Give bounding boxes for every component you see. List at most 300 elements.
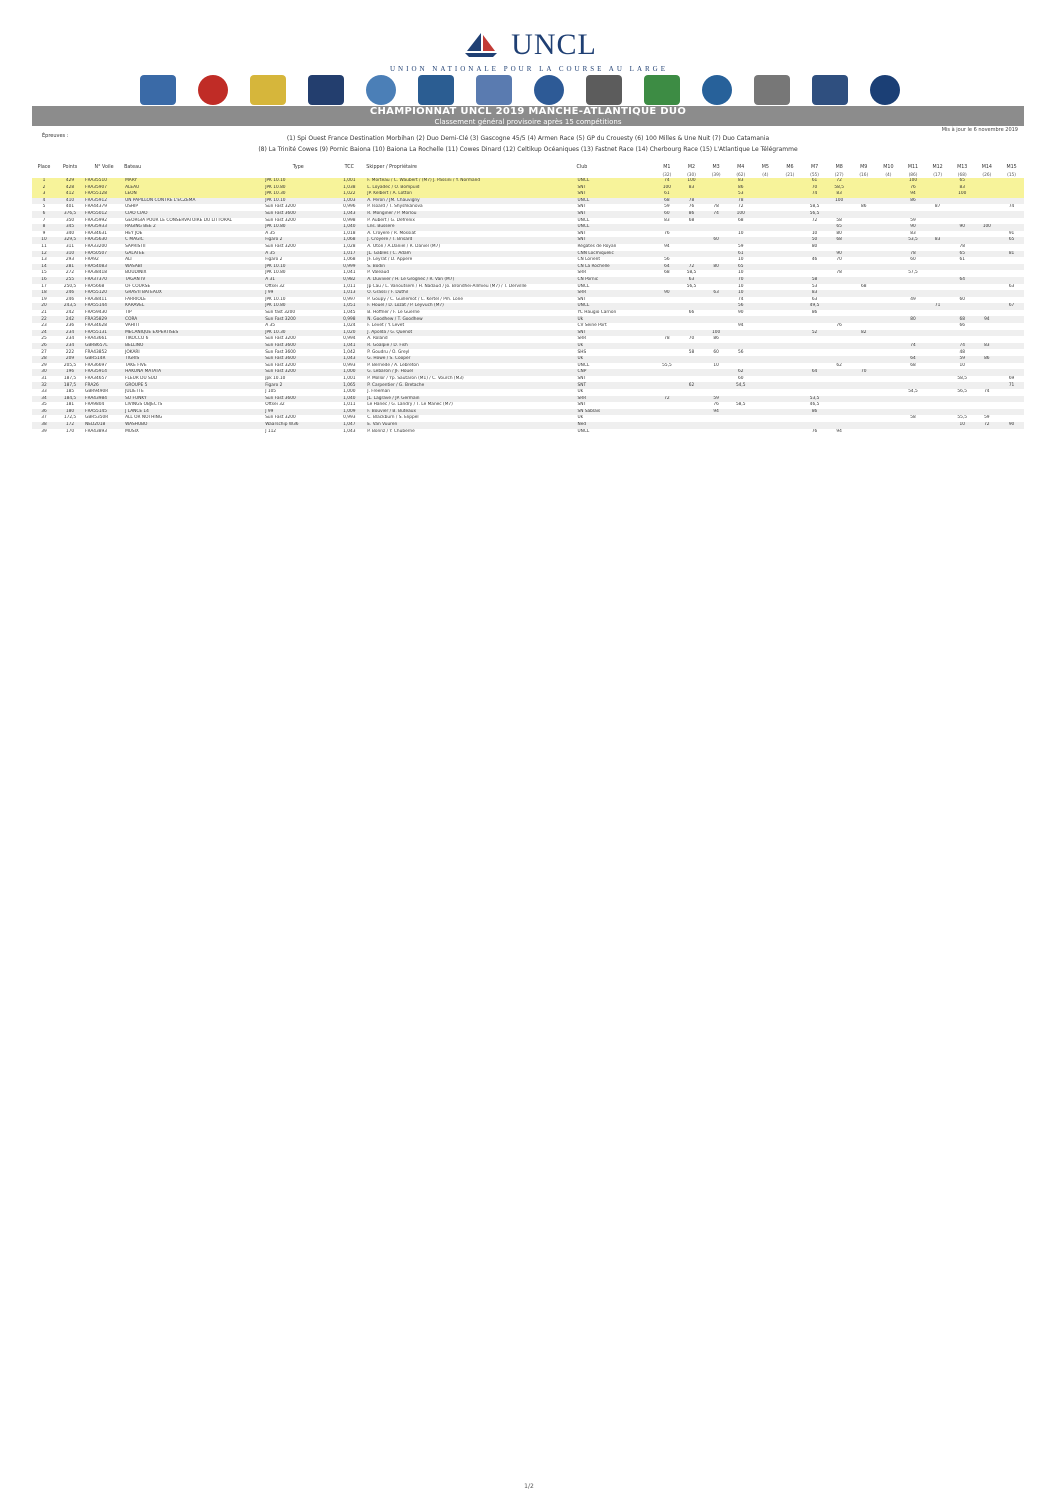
table-cell bbox=[851, 251, 876, 258]
table-cell bbox=[753, 231, 778, 238]
table-cell bbox=[901, 336, 926, 343]
table-cell bbox=[753, 257, 778, 264]
table-cell: 209 bbox=[56, 356, 84, 363]
table-cell: 58 bbox=[802, 277, 827, 284]
table-cell bbox=[778, 277, 803, 284]
table-cell: JOKARI bbox=[125, 349, 140, 355]
table-cell bbox=[679, 224, 704, 231]
table-cell: A 35 bbox=[265, 323, 275, 329]
column-header: M11 bbox=[907, 165, 919, 170]
table-cell bbox=[655, 382, 680, 389]
table-row bbox=[32, 382, 1024, 389]
table-cell bbox=[655, 277, 680, 284]
table-cell bbox=[802, 363, 827, 370]
table-cell bbox=[753, 336, 778, 343]
table-cell: JPK 10.80 bbox=[265, 270, 286, 276]
table-cell bbox=[950, 402, 975, 409]
table-cell bbox=[753, 218, 778, 225]
table-cell: S. Bodin bbox=[366, 264, 576, 271]
table-cell: Waarschip W36 bbox=[264, 422, 332, 429]
table-cell bbox=[827, 415, 852, 422]
table-cell bbox=[778, 415, 803, 422]
events-legend bbox=[32, 133, 1024, 155]
table-cell: F. Houel / D. Lozat / P. Leyvuch (M7) bbox=[366, 303, 576, 310]
results-table-wrap bbox=[32, 163, 1024, 435]
table-cell: GRAS'II BATEAUX bbox=[124, 290, 264, 297]
table-cell: MECANIQUE EXPERTISES bbox=[124, 330, 264, 337]
event-count: (55) bbox=[810, 172, 819, 178]
table-cell bbox=[655, 323, 680, 330]
table-cell bbox=[679, 303, 704, 310]
table-cell: J. Apolda / G. Quenot bbox=[366, 330, 576, 337]
table-cell bbox=[901, 277, 926, 284]
events-line: (1) Spi Ouest France Destination Morbihan (2) Duo Demi-Clé (3) Gascogne 45/5 (4) Armen Race (5) GP du Crouesty (6) 100 Milles & Une Nuit (7) Duo Catamania bbox=[286, 135, 770, 142]
table-cell bbox=[975, 270, 1000, 277]
table-cell bbox=[999, 211, 1024, 218]
table-cell bbox=[925, 218, 950, 225]
table-cell: FRA5668 bbox=[85, 283, 105, 289]
table-row bbox=[32, 297, 1024, 304]
table-cell bbox=[704, 191, 729, 198]
table-cell bbox=[655, 303, 680, 310]
table-cell: FRA43852 bbox=[85, 349, 107, 355]
table-cell: FRA55131 bbox=[84, 330, 124, 337]
table-cell bbox=[753, 270, 778, 277]
table-cell: 0,994 bbox=[343, 336, 356, 342]
table-cell: JPK 10.10 bbox=[264, 198, 332, 205]
table-cell: B. Hoffner / F. Le Guerne bbox=[367, 309, 420, 315]
table-row bbox=[32, 316, 1024, 323]
table-cell bbox=[827, 297, 852, 304]
table-cell: 32 bbox=[32, 382, 56, 389]
table-row bbox=[32, 330, 1024, 337]
table-cell: 1,003 bbox=[332, 198, 366, 205]
table-cell: Figaro 2 bbox=[264, 382, 332, 389]
table-cell bbox=[655, 224, 680, 231]
table-cell: 18 bbox=[32, 290, 56, 297]
table-cell: 185 bbox=[65, 389, 75, 395]
table-cell bbox=[925, 415, 950, 422]
table-row bbox=[32, 429, 1024, 436]
table-cell: JULIETTE bbox=[125, 389, 144, 395]
table-cell bbox=[925, 343, 950, 350]
morbihan-logo bbox=[702, 75, 732, 105]
table-cell bbox=[999, 310, 1024, 317]
table-cell: Sun Fast 3200 bbox=[265, 244, 296, 250]
table-cell: 82 bbox=[851, 330, 876, 337]
table-cell bbox=[802, 376, 827, 383]
table-cell: 0,997 bbox=[343, 296, 356, 302]
table-cell bbox=[975, 277, 1000, 284]
table-cell: FRA55128 bbox=[84, 191, 124, 198]
table-cell bbox=[679, 422, 704, 429]
table-cell bbox=[753, 402, 778, 409]
column-header: M5 bbox=[761, 165, 769, 170]
table-cell: 1,017 bbox=[332, 251, 366, 258]
table-header-row bbox=[32, 163, 1024, 172]
table-row bbox=[32, 218, 1024, 225]
table-cell bbox=[851, 363, 876, 370]
table-cell bbox=[679, 402, 704, 409]
table-row bbox=[32, 237, 1024, 244]
table-cell bbox=[950, 429, 975, 436]
table-cell bbox=[925, 323, 950, 330]
table-cell bbox=[925, 224, 950, 231]
table-cell: JPK 10.80 bbox=[264, 224, 332, 231]
table-cell: 0,998 bbox=[332, 316, 366, 323]
column-header: M7 bbox=[810, 165, 819, 170]
table-cell: 242 bbox=[56, 316, 84, 323]
table-cell bbox=[753, 251, 778, 258]
table-cell: F. Bouvier / B. Buteaux bbox=[366, 409, 576, 416]
table-cell bbox=[975, 198, 1000, 205]
table-cell: CN Lorient bbox=[577, 257, 601, 263]
table-cell: J LANCE 14 bbox=[124, 409, 264, 416]
table-cell: J 105 bbox=[265, 389, 277, 395]
table-cell bbox=[753, 323, 778, 330]
table-cell: 58,5 bbox=[827, 185, 852, 192]
table-cell: 61 bbox=[728, 251, 753, 258]
table-cell: P. Aubert / G. Defrenix bbox=[367, 217, 415, 223]
table-cell: 55,5 bbox=[957, 415, 967, 421]
table-cell: 187,5 bbox=[63, 375, 77, 381]
table-cell bbox=[851, 270, 876, 277]
table-cell: 172 bbox=[56, 422, 84, 429]
table-cell bbox=[778, 409, 803, 416]
table-cell: 60 bbox=[713, 349, 719, 355]
table-row bbox=[32, 211, 1024, 218]
table-cell: 429 bbox=[56, 178, 84, 185]
table-cell bbox=[679, 237, 704, 244]
table-cell bbox=[851, 198, 876, 205]
table-cell: 56,5 bbox=[802, 211, 827, 218]
table-cell: 38 bbox=[32, 422, 56, 429]
table-cell: FRA55144 bbox=[84, 303, 124, 310]
table-cell: JL. Gables / C. Adam bbox=[366, 251, 576, 258]
table-cell bbox=[901, 369, 926, 376]
table-cell: 310 bbox=[56, 251, 84, 258]
table-cell: GEORGIA POUR LE CONSERVATOIRE DU LITTORAL bbox=[125, 217, 232, 223]
table-cell: 83 bbox=[975, 343, 1000, 350]
table-cell: JPK 10.10 bbox=[264, 264, 332, 271]
table-cell: SNT bbox=[577, 402, 587, 408]
table-cell: 234 bbox=[56, 330, 84, 337]
table-cell: 90 bbox=[737, 309, 744, 315]
table-cell bbox=[778, 237, 803, 244]
table-cell bbox=[876, 369, 901, 376]
table-cell: 80 bbox=[811, 244, 818, 250]
table-cell: 1,024 bbox=[343, 323, 356, 329]
table-cell bbox=[999, 264, 1024, 271]
table-cell: TIGRIS bbox=[124, 356, 264, 363]
table-cell bbox=[704, 178, 729, 185]
table-cell bbox=[655, 376, 680, 383]
table-cell: CN Pornic bbox=[577, 277, 655, 284]
table-cell bbox=[999, 290, 1024, 297]
table-cell: Jp Cau / L. Vanoutsem / H. Nadaud / Jo. Brondhei-Allmieu (M7) / T. Dervillle bbox=[367, 283, 527, 289]
table-cell bbox=[876, 251, 901, 258]
table-cell: 37 bbox=[41, 415, 47, 421]
table-row bbox=[32, 343, 1024, 350]
table-row bbox=[32, 204, 1024, 211]
table-cell bbox=[679, 323, 704, 330]
table-cell: 53,5 bbox=[901, 237, 926, 244]
table-cell: CIAO CIAO bbox=[124, 211, 264, 218]
table-cell bbox=[753, 204, 778, 211]
table-cell bbox=[802, 415, 827, 422]
table-cell: 62 bbox=[836, 362, 842, 368]
table-cell bbox=[753, 363, 778, 370]
table-cell: 86 bbox=[713, 336, 719, 342]
table-cell: VAHITI bbox=[125, 323, 140, 329]
table-cell: 57,5 bbox=[908, 270, 918, 276]
column-header: M10 bbox=[883, 165, 894, 170]
table-cell bbox=[950, 330, 975, 337]
table-cell: 246 bbox=[65, 296, 75, 302]
table-cell bbox=[778, 396, 803, 403]
table-row bbox=[32, 270, 1024, 277]
table-cell: 1,001 bbox=[343, 375, 356, 381]
table-row bbox=[32, 389, 1024, 396]
table-cell: 23 bbox=[41, 323, 47, 329]
table-cell bbox=[802, 356, 827, 363]
table-cell: ALI bbox=[125, 257, 132, 263]
table-cell bbox=[802, 270, 827, 277]
table-cell bbox=[876, 409, 901, 416]
table-cell: 74 bbox=[901, 343, 926, 350]
table-cell bbox=[753, 178, 778, 185]
table-cell bbox=[999, 343, 1024, 350]
table-cell bbox=[778, 251, 803, 258]
table-cell: 100 bbox=[728, 211, 753, 218]
table-cell bbox=[851, 303, 876, 310]
table-cell bbox=[655, 429, 680, 436]
table-cell: 59 bbox=[664, 204, 670, 210]
table-cell: 10 bbox=[737, 283, 744, 289]
table-cell: 70 bbox=[836, 257, 842, 263]
table-cell: 1,043 bbox=[343, 428, 356, 434]
table-cell bbox=[704, 257, 729, 264]
table-cell: 78 bbox=[901, 251, 926, 258]
table-cell bbox=[876, 224, 901, 231]
events-label: Épreuves : bbox=[42, 133, 69, 139]
table-cell: 49 bbox=[910, 296, 916, 302]
table-cell bbox=[876, 231, 901, 238]
table-cell: FRA36697 bbox=[85, 362, 107, 368]
table-cell: P. Goupy / C. Guillemot / C. Kertel / Pm. Lone bbox=[367, 296, 464, 302]
table-cell bbox=[876, 330, 901, 337]
table-row bbox=[32, 409, 1024, 416]
table-cell bbox=[950, 369, 975, 376]
table-cell: MUSIX bbox=[125, 428, 139, 434]
table-cell bbox=[827, 284, 852, 291]
table-cell: CORA bbox=[124, 316, 264, 323]
table-cell: JL. Lagrave / JP. Germain bbox=[366, 396, 576, 403]
table-row bbox=[32, 277, 1024, 284]
table-cell bbox=[975, 297, 1000, 304]
table-cell: UNCL bbox=[577, 217, 590, 223]
table-cell: A. Peron / JM. Chauvigny bbox=[366, 198, 576, 205]
table-cell bbox=[851, 429, 876, 436]
table-cell bbox=[778, 257, 803, 264]
table-cell: 63 bbox=[811, 296, 818, 302]
table-cell: Sun Fast 3200 bbox=[265, 362, 296, 368]
table-cell bbox=[950, 218, 975, 225]
table-cell: 1,000 bbox=[332, 369, 366, 376]
table-cell bbox=[901, 303, 926, 310]
table-cell bbox=[778, 303, 803, 310]
table-cell: Sun fast 3200 bbox=[265, 309, 296, 315]
table-cell: 83 bbox=[910, 230, 916, 236]
table-cell: TAGAN IV bbox=[124, 277, 264, 284]
table-cell: FRA43893 bbox=[85, 428, 107, 434]
table-cell: 83 bbox=[827, 191, 852, 198]
championship-title: CHAMPIONNAT UNCL 2019 MANCHE-ATLANTIQUE DUO bbox=[369, 106, 687, 117]
table-cell: 17 bbox=[41, 283, 47, 289]
table-cell: 74 bbox=[802, 191, 827, 198]
table-cell: SNT bbox=[577, 185, 655, 192]
table-cell: Sun Fast 3200 bbox=[264, 369, 332, 376]
table-cell: BELLINO bbox=[124, 343, 264, 350]
table-cell bbox=[827, 316, 852, 323]
event-count: (26) bbox=[982, 172, 992, 178]
table-cell bbox=[679, 297, 704, 304]
table-cell bbox=[827, 244, 852, 251]
table-cell: 65 bbox=[950, 178, 975, 185]
table-row bbox=[32, 415, 1024, 422]
table-cell bbox=[753, 316, 778, 323]
table-cell: 172,5 bbox=[63, 415, 77, 421]
table-cell bbox=[851, 310, 876, 317]
table-cell bbox=[950, 264, 975, 271]
duo-logo bbox=[198, 75, 228, 105]
table-cell: 68 bbox=[861, 283, 867, 289]
table-cell bbox=[975, 244, 1000, 251]
table-cell bbox=[802, 323, 827, 330]
table-cell bbox=[876, 343, 901, 350]
table-cell: 14 bbox=[32, 264, 56, 271]
table-cell: J. Croyere / T. Brisard bbox=[366, 237, 576, 244]
table-cell: SRR bbox=[577, 336, 587, 342]
table-cell: 68 bbox=[655, 198, 680, 205]
table-cell: UN PAPILLON CONTRE L'ECZEMA bbox=[124, 198, 264, 205]
table-cell: 53 bbox=[728, 191, 753, 198]
table-cell bbox=[679, 330, 704, 337]
table-cell: P. Mollor / Yp. Sautaron (M1) / C. Vourch (M3) bbox=[367, 375, 464, 381]
table-cell bbox=[999, 218, 1024, 225]
table-cell bbox=[925, 290, 950, 297]
table-cell bbox=[901, 290, 926, 297]
table-cell bbox=[679, 429, 704, 436]
table-cell: FRA44379 bbox=[85, 204, 107, 210]
table-cell bbox=[999, 389, 1024, 396]
table-row bbox=[32, 422, 1024, 429]
table-cell bbox=[753, 277, 778, 284]
table-cell bbox=[876, 316, 901, 323]
table-cell: 76 bbox=[811, 428, 818, 434]
table-cell bbox=[925, 284, 950, 291]
table-cell: 72 bbox=[737, 204, 744, 210]
table-cell bbox=[679, 369, 704, 376]
table-cell bbox=[704, 323, 729, 330]
table-cell: 181 bbox=[65, 402, 75, 408]
table-cell: 27 bbox=[41, 349, 47, 355]
table-cell: Uk bbox=[577, 356, 655, 363]
table-cell bbox=[851, 224, 876, 231]
table-cell: 61 bbox=[959, 257, 965, 263]
table-cell bbox=[827, 409, 852, 416]
table-cell bbox=[679, 396, 704, 403]
table-cell bbox=[778, 218, 803, 225]
table-cell bbox=[753, 429, 778, 436]
table-cell: 56 bbox=[737, 349, 744, 355]
table-cell bbox=[876, 402, 901, 409]
table-cell bbox=[950, 303, 975, 310]
table-cell: 39 bbox=[41, 428, 47, 434]
table-cell bbox=[655, 237, 680, 244]
table-cell bbox=[925, 257, 950, 264]
table-cell bbox=[975, 211, 1000, 218]
table-cell: SO FUNKY bbox=[124, 396, 264, 403]
table-cell bbox=[999, 363, 1024, 370]
table-cell: 68 bbox=[827, 237, 852, 244]
table-cell bbox=[876, 396, 901, 403]
table-cell bbox=[975, 369, 1000, 376]
column-header: Type bbox=[292, 165, 304, 170]
table-cell: 78 bbox=[728, 198, 753, 205]
table-cell: FRA9804 bbox=[85, 402, 105, 408]
table-cell: 72 bbox=[975, 422, 1000, 429]
table-cell bbox=[901, 211, 926, 218]
table-cell bbox=[851, 237, 876, 244]
table-cell: Sun Fast 3600 bbox=[265, 349, 296, 355]
table-cell: 1,020 bbox=[332, 330, 366, 337]
table-row bbox=[32, 224, 1024, 231]
column-header: M15 bbox=[1006, 165, 1017, 170]
table-cell bbox=[802, 389, 827, 396]
event-count: (21) bbox=[785, 172, 795, 178]
table-cell: 67 bbox=[999, 303, 1024, 310]
table-cell bbox=[876, 310, 901, 317]
table-cell: 1,041 bbox=[332, 343, 366, 350]
table-cell bbox=[851, 349, 876, 356]
table-cell bbox=[778, 363, 803, 370]
table-cell: 1,022 bbox=[332, 191, 366, 198]
column-header: M13 bbox=[957, 165, 968, 170]
table-cell bbox=[851, 402, 876, 409]
brand-name: UNCL bbox=[511, 28, 597, 61]
table-cell bbox=[999, 402, 1024, 409]
table-cell bbox=[778, 323, 803, 330]
table-cell bbox=[655, 356, 680, 363]
table-cell: 74 bbox=[1008, 204, 1015, 210]
table-cell: JPK 10.80 bbox=[264, 185, 332, 192]
table-cell: 63 bbox=[679, 277, 704, 284]
table-cell: FRA43661 bbox=[85, 336, 107, 342]
table-cell bbox=[655, 402, 680, 409]
table-cell: 100 bbox=[975, 224, 1000, 231]
table-cell: 4 bbox=[32, 198, 56, 205]
table-cell bbox=[827, 382, 852, 389]
table-cell: CN La Rochelle bbox=[577, 264, 655, 271]
table-cell: 58 bbox=[910, 415, 916, 421]
table-cell: MARY bbox=[124, 178, 264, 185]
table-cell bbox=[753, 409, 778, 416]
table-cell: SNT bbox=[577, 330, 655, 337]
column-header: M9 bbox=[860, 165, 868, 170]
table-cell: 243,5 bbox=[56, 303, 84, 310]
table-cell bbox=[975, 231, 1000, 238]
